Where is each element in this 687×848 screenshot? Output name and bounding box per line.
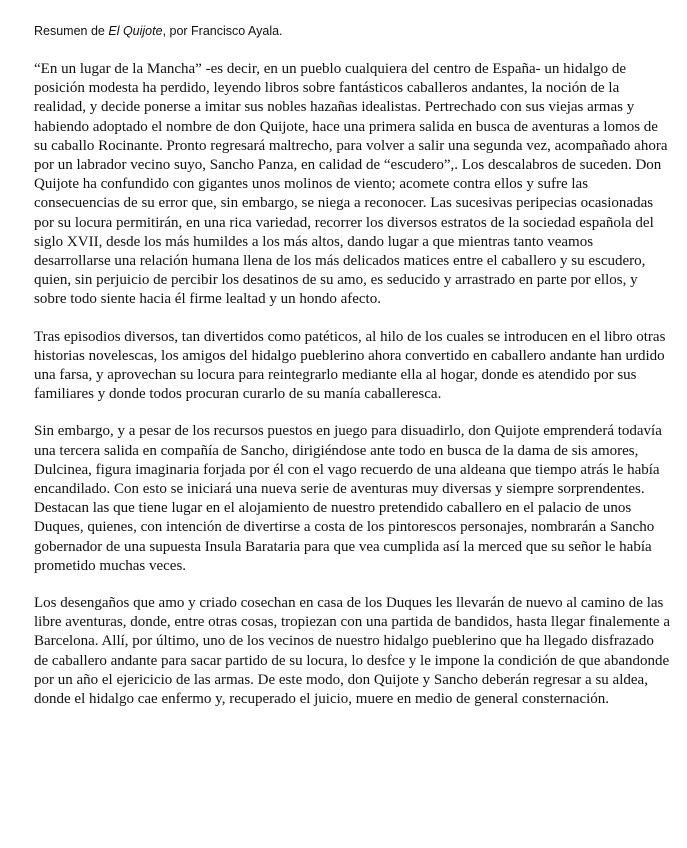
document-page	[34, 22, 670, 727]
paragraph-4: Los desengaños que amo y criado cosechan en casa de los Duques les llevarán de nuevo al camino de las libre aventuras, donde, entre otras cosas, tropiezan con una partida de bandidos, hasta llegar finalemente a Barcelona. Allí, por último, uno de los vecinos de nuestro hidalgo pueblerino que ha llegado disfrazado de caballero andante para sacar partido de su locura, lo desfce y le impone la condición de que abandonde por un año el ejericicio de las armas. De este modo, don Quijote y Sancho deberán regresar a su aldea, donde el hidalgo cae enfermo y, recuperado el juicio, muere en medio de general consternación.	[34, 595, 670, 708]
heading-suffix: , por Francisco Ayala.	[162, 24, 283, 38]
heading-prefix: Resumen de	[34, 24, 109, 38]
heading-book-title: El Quijote	[108, 24, 163, 38]
paragraph-3: Sin embargo, y a pesar de los recursos puestos en juego para disuadirlo, don Quijote emprenderá todavía una tercera salida en compañía de Sancho, dirigiéndose ante todo en busca de la dama de sis amores, Dulcinea, figura imaginaria forjada por él con el vago recuerdo de una aldeana que tiempo atrás le había encandilado. Con esto se iniciará una nueva serie de aventuras muy diversas y siempre sorprendentes. Destacan las que tiene lugar en el alojamiento de nuestro pretendido caballero en el palacio de unos Duques, quienes, con intención de divertirse a costa de los pintorescos personajes, nombrarán a Sancho gobernador de una supuesta Insula Barataria para que vea cumplida así la merced que su señor le había prometido muchas veces.	[34, 423, 662, 574]
paragraph-2: Tras episodios diversos, tan divertidos como patéticos, al hilo de los cuales se introducen en el libro otras historias novelescas, los amigos del hidalgo pueblerino ahora convertido en caballero andante han urdido una farsa, y aprovechan su locura para reintegrarlo mediante ella al hogar, donde es atendido por sus familiares y donde todos procuran curarlo de su manía caballeresca.	[34, 328, 666, 403]
document-heading	[34, 22, 670, 40]
paragraph-1: “En un lugar de la Mancha” -es decir, en un pueblo cualquiera del centro de España- un hidalgo de posición modesta ha perdido, leyendo libros sobre fantásticos caballeros andantes, la noción de la realidad, y decide ponerse a imitar sus nobles hazañas idealistas. Pertrechado con sus viejas armas y habiendo adoptado el nombre de don Quijote, hace una primera salida en busca de aventuras a lomos de su caballo Rocinante. Pronto regresará maltrecho, para volver a salir una segunda vez, acompañado ahora por un labrador vecino suyo, Sancho Panza, en calidad de “escudero”,. Los descalabros de suceden. Don Quijote ha confundido con gigantes unos molinos de viento; acomete contra ellos y sufre las consecuencias de su error que, sin embargo, se niega a reconocer. Las sucesivas peripecias ocasionadas por su locura permitirán, en una rica variedad, recorrer los diversos estratos de la sociedad española del siglo XVII, desde los más humildes a los más altos, dando lugar a que mientras tanto veamos desarrollarse una relación humana llena de los más delicados matices entre el caballero y su escudero, quien, sin perjuicio de percibir los desatinos de su amo, es seducido y arrastrado en parte por ellos, y sobre todo siente hacia él firme lealtad y un hondo afecto.	[34, 61, 668, 308]
